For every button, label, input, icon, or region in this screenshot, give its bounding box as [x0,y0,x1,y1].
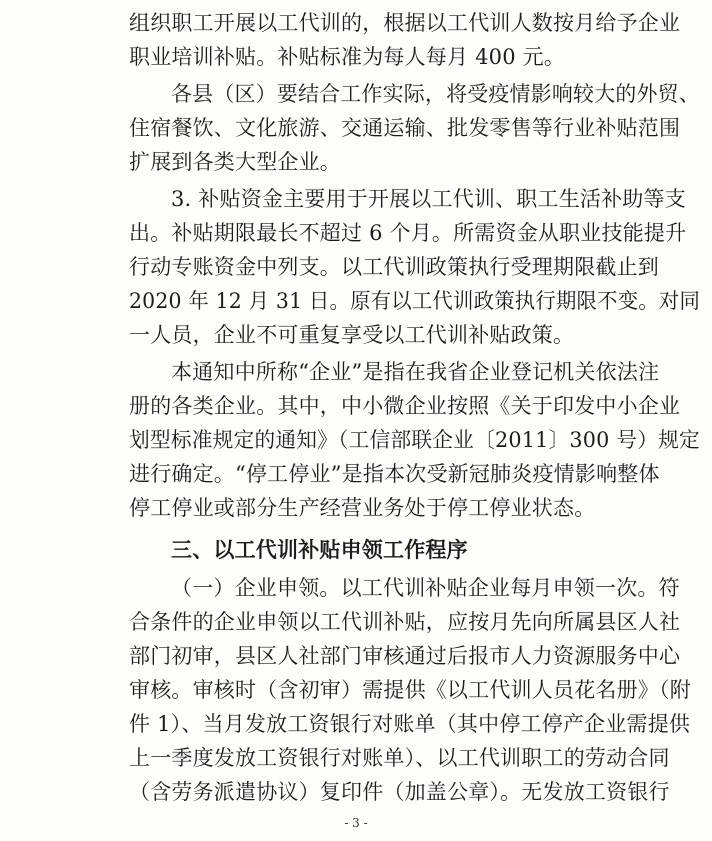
text-line: 本通知中所称“企业”是指在我省企业登记机关依法注 [171,360,660,384]
text-line: 上一季度发放工资银行对账单）、以工代训职工的劳动合同 [129,746,670,770]
text-line: 3. 补贴资金主要用于开展以工代训、职工生活补助等支 [171,187,686,211]
section-heading: 三、以工代训补贴申领工作程序 [171,538,468,562]
text-line: 行动专账资金中列支。以工代训政策执行受理期限截止到 [129,255,659,279]
text-line: （含劳务派遣协议）复印件（加盖公章）。无发放工资银行 [129,780,670,804]
page-number: - 3 - [344,816,368,830]
text-line: 各县（区）要结合工作实际，将受疫情影响较大的外贸、 [171,82,700,106]
text-line: 合条件的企业申领以工代训补贴，应按月先向所属县区人社 [129,610,681,634]
text-line: 审核。审核时（含初审）需提供《以工代训人员花名册》（附 [129,678,691,702]
text-line: 划型标准规定的通知》（工信部联企业〔2011〕300 号）规定 [129,428,700,452]
text-line: 件 1）、当月发放工资银行对账单（其中停工停产企业需提供 [129,712,691,736]
text-line: 出。补贴期限最长不超过 6 个月。所需资金从职业技能提升 [129,221,687,245]
text-line: 停工停业或部分生产经营业务处于停工停业状态。 [129,496,596,520]
text-line: 职业培训补贴。补贴标准为每人每月 400 元。 [129,45,566,69]
text-line: 2020 年 12 月 31 日。原有以工代训政策执行期限不变。对同 [129,289,701,313]
text-line: （一）企业申领。以工代训补贴企业每月申领一次。符 [171,576,680,600]
text-line: 扩展到各类大型企业。 [129,150,341,174]
text-line: 册的各类企业。其中，中小微企业按照《关于印发中小企业 [129,394,681,418]
text-line: 组织职工开展以工代训的，根据以工代训人数按月给予企业 [129,11,681,35]
text-line: 一人员，企业不可重复享受以工代训补贴政策。 [129,323,575,347]
text-line: 住宿餐饮、文化旅游、交通运输、批发零售等行业补贴范围 [129,116,681,140]
text-line: 进行确定。“停工停业”是指本次受新冠肺炎疫情影响整体 [129,462,660,486]
text-line: 部门初审，县区人社部门审核通过后报市人力资源服务中心 [129,644,681,668]
